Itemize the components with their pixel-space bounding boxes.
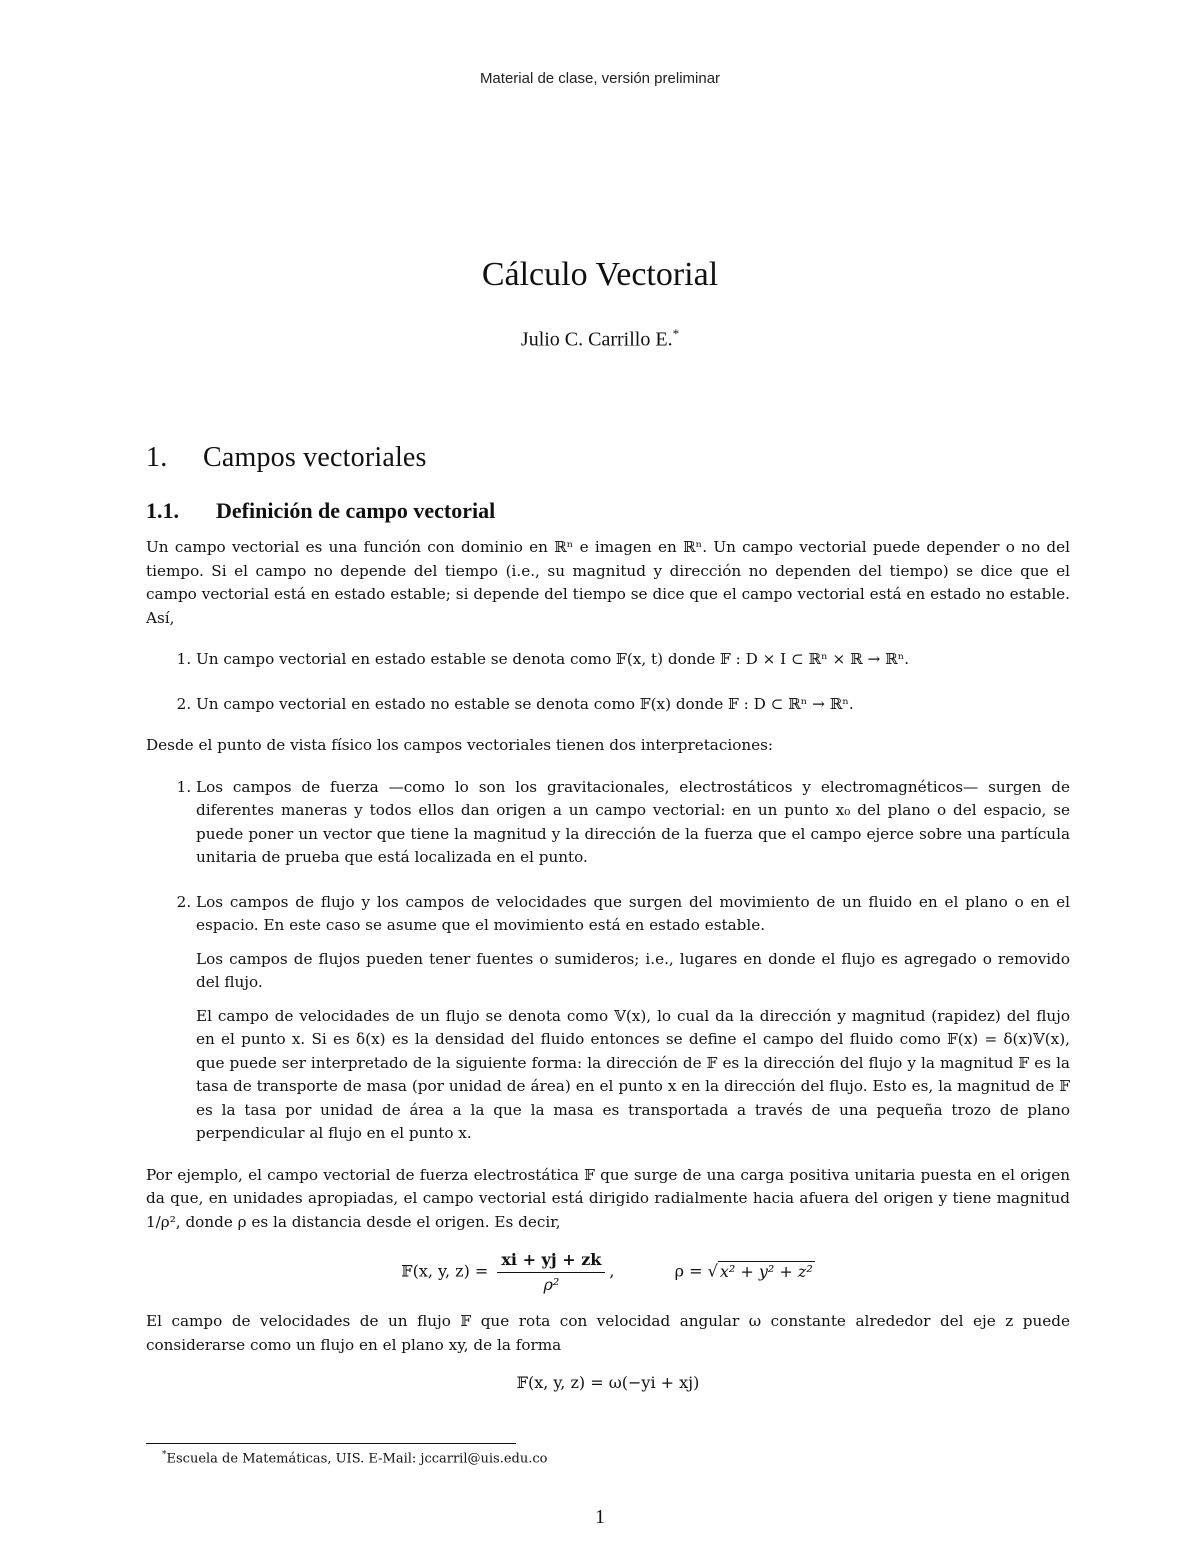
document-title: Cálculo Vectorial	[481, 256, 719, 293]
author-line	[0, 326, 1200, 352]
author-name: Julio C. Carrillo E.	[520, 328, 673, 351]
subsection-title: Definición de campo vectorial	[216, 498, 496, 523]
interpretation-list	[146, 776, 1070, 1146]
list-item: 2. Un campo vectorial en estado no estable se denota como 𝔽(x) donde 𝔽 : D ⊂ ℝⁿ → ℝⁿ.	[196, 693, 1070, 717]
equation-rotation: 𝔽(x, y, z) = ω(−yi + xj)	[516, 1373, 700, 1392]
footnote-text: Escuela de Matemáticas, UIS. E-Mail: jccarril@uis.edu.co	[166, 1451, 548, 1467]
footnote	[162, 1450, 547, 1466]
footnote-rule	[146, 1443, 516, 1444]
main-body	[146, 438, 1070, 1409]
equation-electrostatic	[146, 1248, 1070, 1296]
subsection-heading	[146, 496, 1070, 526]
list-item-text: 2. Los campos de flujo y los campos de velocidades que surgen del movimiento de un fluido en el plano o en el espacio. En este caso se asume que el movimiento está en estado estable.	[196, 892, 1070, 934]
list-item-subparagraph: El campo de velocidades de un flujo se denota como 𝕍(x), lo cual da la dirección y magnitud (rapidez) del flujo en el punto x. Si es δ(x) es la densidad del fluido entonces se define el campo del fluido como 𝔽(x) = δ(x)𝕍(x), que puede ser interpretado de la siguiente forma: la dirección de 𝔽 es la dirección del flujo y la magnitud 𝔽 es la tasa de transporte de masa (por unidad de área) en el punto x en la dirección del flujo. Esto es, la magnitud de 𝔽 es la tasa por unidad de área a la que la masa es transportada a través de una pequeña trozo de plano perpendicular al flujo en el punto x.	[196, 1006, 1070, 1142]
list-item: 1. Un campo vectorial en estado estable se denota como 𝔽(x, t) donde 𝔽 : D × I ⊂ ℝⁿ × ℝ → ℝⁿ.	[196, 648, 1070, 672]
list-item-subparagraph: Los campos de flujos pueden tener fuentes o sumideros; i.e., lugares en donde el flujo es agregado o removido del flujo.	[196, 949, 1070, 991]
section-title: Campos vectoriales	[203, 442, 427, 473]
equation-comma: ,	[609, 1261, 615, 1281]
list-item: 1. Los campos de fuerza —como lo son los gravitacionales, electrostáticos y electromagnéticos— surgen de diferentes maneras y todos ellos dan origen a un campo vectorial: en un punto x₀ del plano o del espacio, se puede poner un vector que tiene la magnitud y la dirección de la fuerza que el campo ejerce sobre una partícula unitaria de prueba que está localizada en el punto.	[196, 776, 1070, 870]
equation-fraction	[497, 1248, 605, 1296]
paragraph-rotation: El campo de velocidades de un flujo 𝔽 que rota con velocidad angular ω constante alrededor del eje z puede considerarse como un flujo en el plano xy, de la forma	[146, 1312, 1070, 1354]
page-number: 1	[595, 1506, 605, 1528]
sqrt-argument: x² + y² + z²	[719, 1261, 813, 1281]
section-heading	[146, 438, 1070, 478]
paragraph-definition: Un campo vectorial es una función con dominio en ℝⁿ e imagen en ℝⁿ. Un campo vectorial puede depender o no del tiempo. Si el campo no depende del tiempo (i.e., su magnitud y dirección no dependen del tiempo) se dice que el campo vectorial está en estado estable; si depende del tiempo se dice que el campo vectorial está en estado no estable. Así,	[146, 538, 1070, 627]
running-header: Material de clase, versión preliminar	[479, 70, 721, 87]
equation-rho: ρ =	[674, 1261, 703, 1281]
paragraph-interpretations: Desde el punto de vista físico los campos vectoriales tienen dos interpretaciones:	[146, 736, 774, 754]
equation-lhs: 𝔽(x, y, z) =	[401, 1261, 489, 1281]
sqrt-icon: √	[707, 1261, 718, 1281]
state-list	[146, 648, 1070, 716]
section-number: 1.	[146, 442, 168, 473]
list-item	[196, 891, 1070, 1146]
footnote-mark: *	[162, 1450, 167, 1460]
subsection-number: 1.1.	[146, 498, 179, 523]
paragraph-example: Por ejemplo, el campo vectorial de fuerza electrostática 𝔽 que surge de una carga positiva unitaria puesta en el origen da que, en unidades apropiadas, el campo vectorial está dirigido radialmente hacia afuera del origen y tiene magnitud 1/ρ², donde ρ es la distancia desde el origen. Es decir,	[146, 1165, 1070, 1231]
author-footnote-mark: *	[672, 326, 680, 341]
fraction-denominator: ρ²	[543, 1274, 560, 1294]
fraction-numerator: xi + yj + zk	[497, 1248, 605, 1273]
